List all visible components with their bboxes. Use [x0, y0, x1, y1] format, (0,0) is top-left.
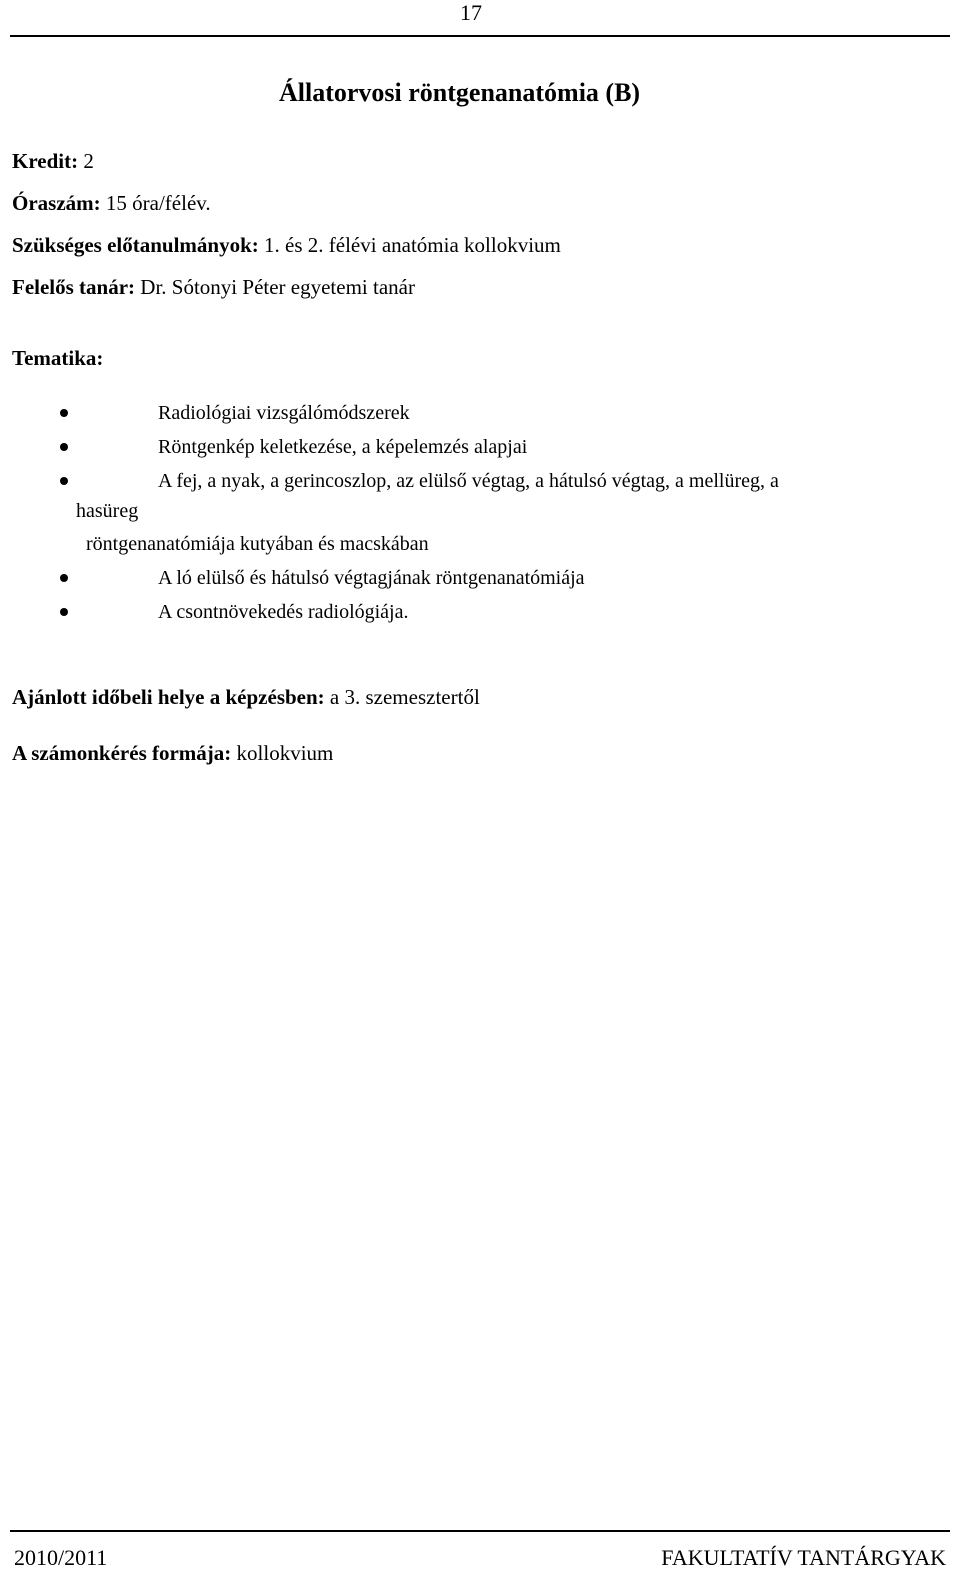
tematika-item: A ló elülső és hátulsó végtagjának röntgenanatómiája — [158, 567, 585, 589]
ajanlott-field — [12, 684, 480, 710]
footer-section: FAKULTATÍV TANTÁRGYAK — [661, 1545, 946, 1570]
elotanulmanyok-field — [12, 232, 561, 258]
tematika-item: Röntgenkép keletkezése, a képelemzés alapjai — [158, 436, 528, 458]
bullet-icon — [60, 477, 68, 485]
tematika-item: A fej, a nyak, a gerincoszlop, az elülső végtag, a hátulsó végtag, a mellüreg, a — [158, 470, 779, 492]
ajanlott-value: a 3. szemesztertől — [329, 685, 480, 709]
oraszam-field — [12, 190, 211, 216]
kredit-value: 2 — [83, 149, 94, 173]
footer-rule — [10, 1530, 950, 1532]
tematika-item-continuation: röntgenanatómiája kutyában és macskában — [86, 533, 429, 555]
page-number: 17 — [460, 0, 482, 25]
tematika-item: Radiológiai vizsgálómódszerek — [158, 402, 410, 424]
felelos-label: Felelős tanár: — [12, 275, 136, 299]
szamonkeres-field — [12, 740, 333, 766]
tematika-item: A csontnövekedés radiológiája. — [158, 601, 409, 623]
kredit-field — [12, 148, 94, 174]
kredit-label: Kredit: — [12, 149, 79, 173]
elotanulmanyok-value: 1. és 2. félévi anatómia kollokvium — [264, 233, 561, 257]
elotanulmanyok-label: Szükséges előtanulmányok: — [12, 233, 259, 257]
page-title: Állatorvosi röntgenanatómia (B) — [279, 78, 641, 107]
bullet-icon — [60, 409, 68, 417]
bullet-icon — [60, 574, 68, 582]
footer-year: 2010/2011 — [14, 1545, 108, 1570]
ajanlott-label: Ajánlott időbeli helye a képzésben: — [12, 685, 325, 709]
bullet-icon — [60, 443, 68, 451]
oraszam-value: 15 óra/félév. — [105, 191, 211, 215]
szamonkeres-value: kollokvium — [236, 741, 334, 765]
felelos-field — [12, 274, 415, 300]
bullet-icon — [60, 608, 68, 616]
felelos-value: Dr. Sótonyi Péter egyetemi tanár — [140, 275, 415, 299]
tematika-heading: Tematika: — [12, 346, 104, 370]
tematika-item-continuation: hasüreg — [76, 500, 139, 522]
header-rule — [10, 35, 950, 37]
szamonkeres-label: A számonkérés formája: — [12, 741, 232, 765]
oraszam-label: Óraszám: — [12, 191, 101, 215]
